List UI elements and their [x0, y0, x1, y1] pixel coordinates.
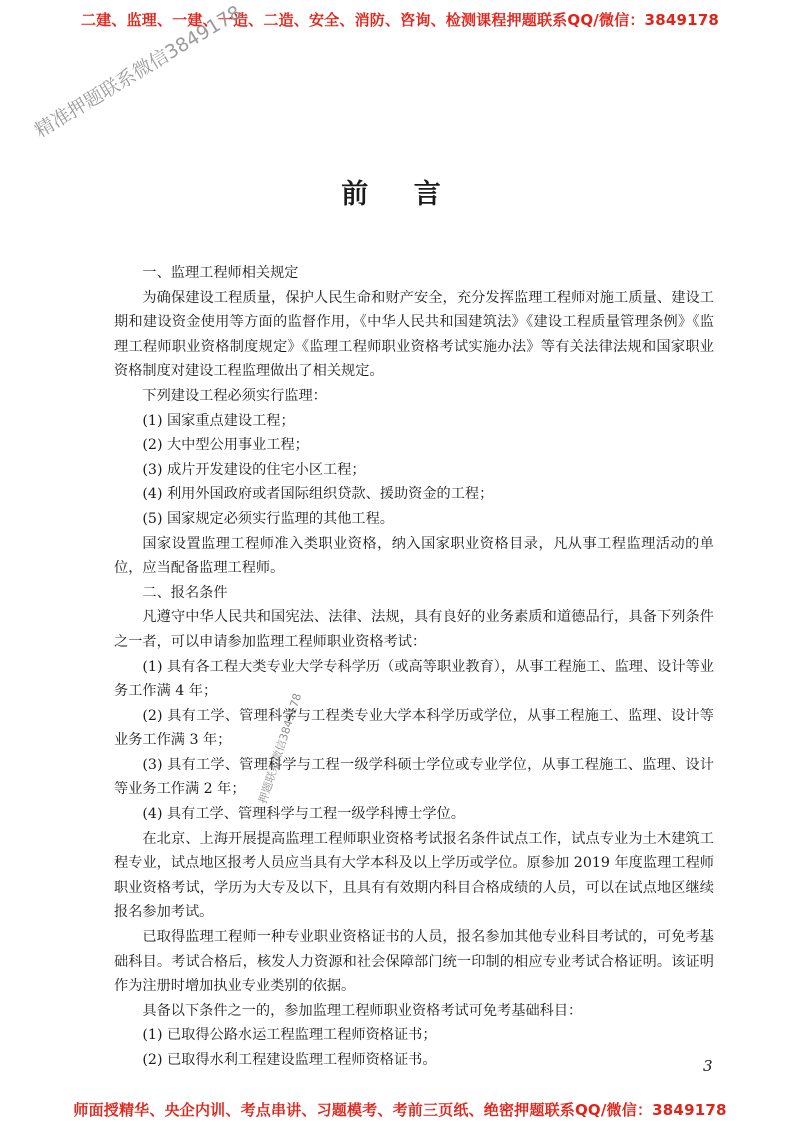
list-item: (5) 国家规定必须实行监理的其他工程。 [142, 510, 394, 527]
list-item: (1) 国家重点建设工程； [142, 412, 295, 429]
body-text [114, 261, 714, 1073]
list-item: (2) 具有工学、管理科学与工程类专业大学本科学历或学位，从事工程施工、监理、设计等业务工作满 3 年； [114, 707, 714, 749]
list-item: (4) 利用外国政府或者国际组织贷款、援助资金的工程； [142, 486, 494, 503]
list-item: (4) 具有工学、管理科学与工程一级学科博士学位。 [142, 806, 465, 823]
diagonal-watermark: 精准押题联系微信3849178 [31, 1, 246, 143]
section-heading: 一、监理工程师相关规定 [142, 265, 299, 281]
page-number: 3 [703, 1057, 713, 1075]
paragraph: 具备以下条件之一的，参加监理工程师职业资格考试可免考基础科目： [142, 1002, 583, 1019]
section-heading: 二、报名条件 [142, 584, 228, 601]
paragraph: 国家设置监理工程师准入类职业资格，纳入国家职业资格目录，凡从事工程监理活动的单位，应当配备监理工程师。 [114, 535, 714, 577]
page-title: 前 言 [341, 179, 459, 210]
list-item: (1) 已取得公路水运工程监理工程师资格证书； [142, 1027, 437, 1044]
list-item: (1) 具有各工程大类专业大学专科学历（或高等职业教育），从事工程施工、监理、设计等业务工作满 4 年； [114, 658, 714, 700]
list-item: (3) 具有工学、管理科学与工程一级学科硕士学位或专业学位，从事工程施工、监理、设计等业务工作满 2 年； [114, 756, 714, 798]
list-item: (3) 成片开发建设的住宅小区工程； [142, 461, 366, 478]
center-watermark: 押题联系微信3849178 [256, 691, 305, 806]
paragraph: 为确保建设工程质量，保护人民生命和财产安全，充分发挥监理工程师对施工质量、建设工期和建设资金使用等方面的监督作用，《中华人民共和国建筑法》《建设工程质量管理条例》《监理工程师职业资格制度规定》《监理工程师职业资格考试实施办法》等有关法律法规和国家职业资格制度对建设工程监理做出了相关规定。 [114, 289, 714, 380]
list-item: (2) 已取得水利工程建设监理工程师资格证书。 [142, 1052, 437, 1068]
list-item: (2) 大中型公用事业工程； [142, 437, 309, 454]
bottom-banner: 师面授精华、央企内训、考点串讲、习题模考、考前三页纸、绝密押题联系QQ/微信：3849178 [73, 1101, 727, 1119]
paragraph: 下列建设工程必须实行监理： [142, 387, 327, 404]
paragraph: 已取得监理工程师一种专业职业资格证书的人员，报名参加其他专业科目考试的，可免考基础科目。考试合格后，核发人力资源和社会保障部门统一印制的相应专业考试合格证明。该证明作为注册时增加执业专业类别的依据。 [114, 929, 714, 995]
paragraph: 在北京、上海开展提高监理工程师职业资格考试报名条件试点工作，试点专业为土木建筑工程专业，试点地区报考人员应当具有大学本科及以上学历或学位。原参加 2019 年度监理工程师职业资格考试，学历为大专及以下，且具有有效期内科目合格成绩的人员，可以在试点地区继续报名参加考试。 [114, 830, 714, 921]
top-banner: 二建、监理、一建、一造、二造、安全、消防、咨询、检测课程押题联系QQ/微信：3849178 [80, 11, 720, 29]
paragraph: 凡遵守中华人民共和国宪法、法律、法规，具有良好的业务素质和道德品行，具备下列条件之一者，可以申请参加监理工程师职业资格考试： [114, 609, 714, 650]
